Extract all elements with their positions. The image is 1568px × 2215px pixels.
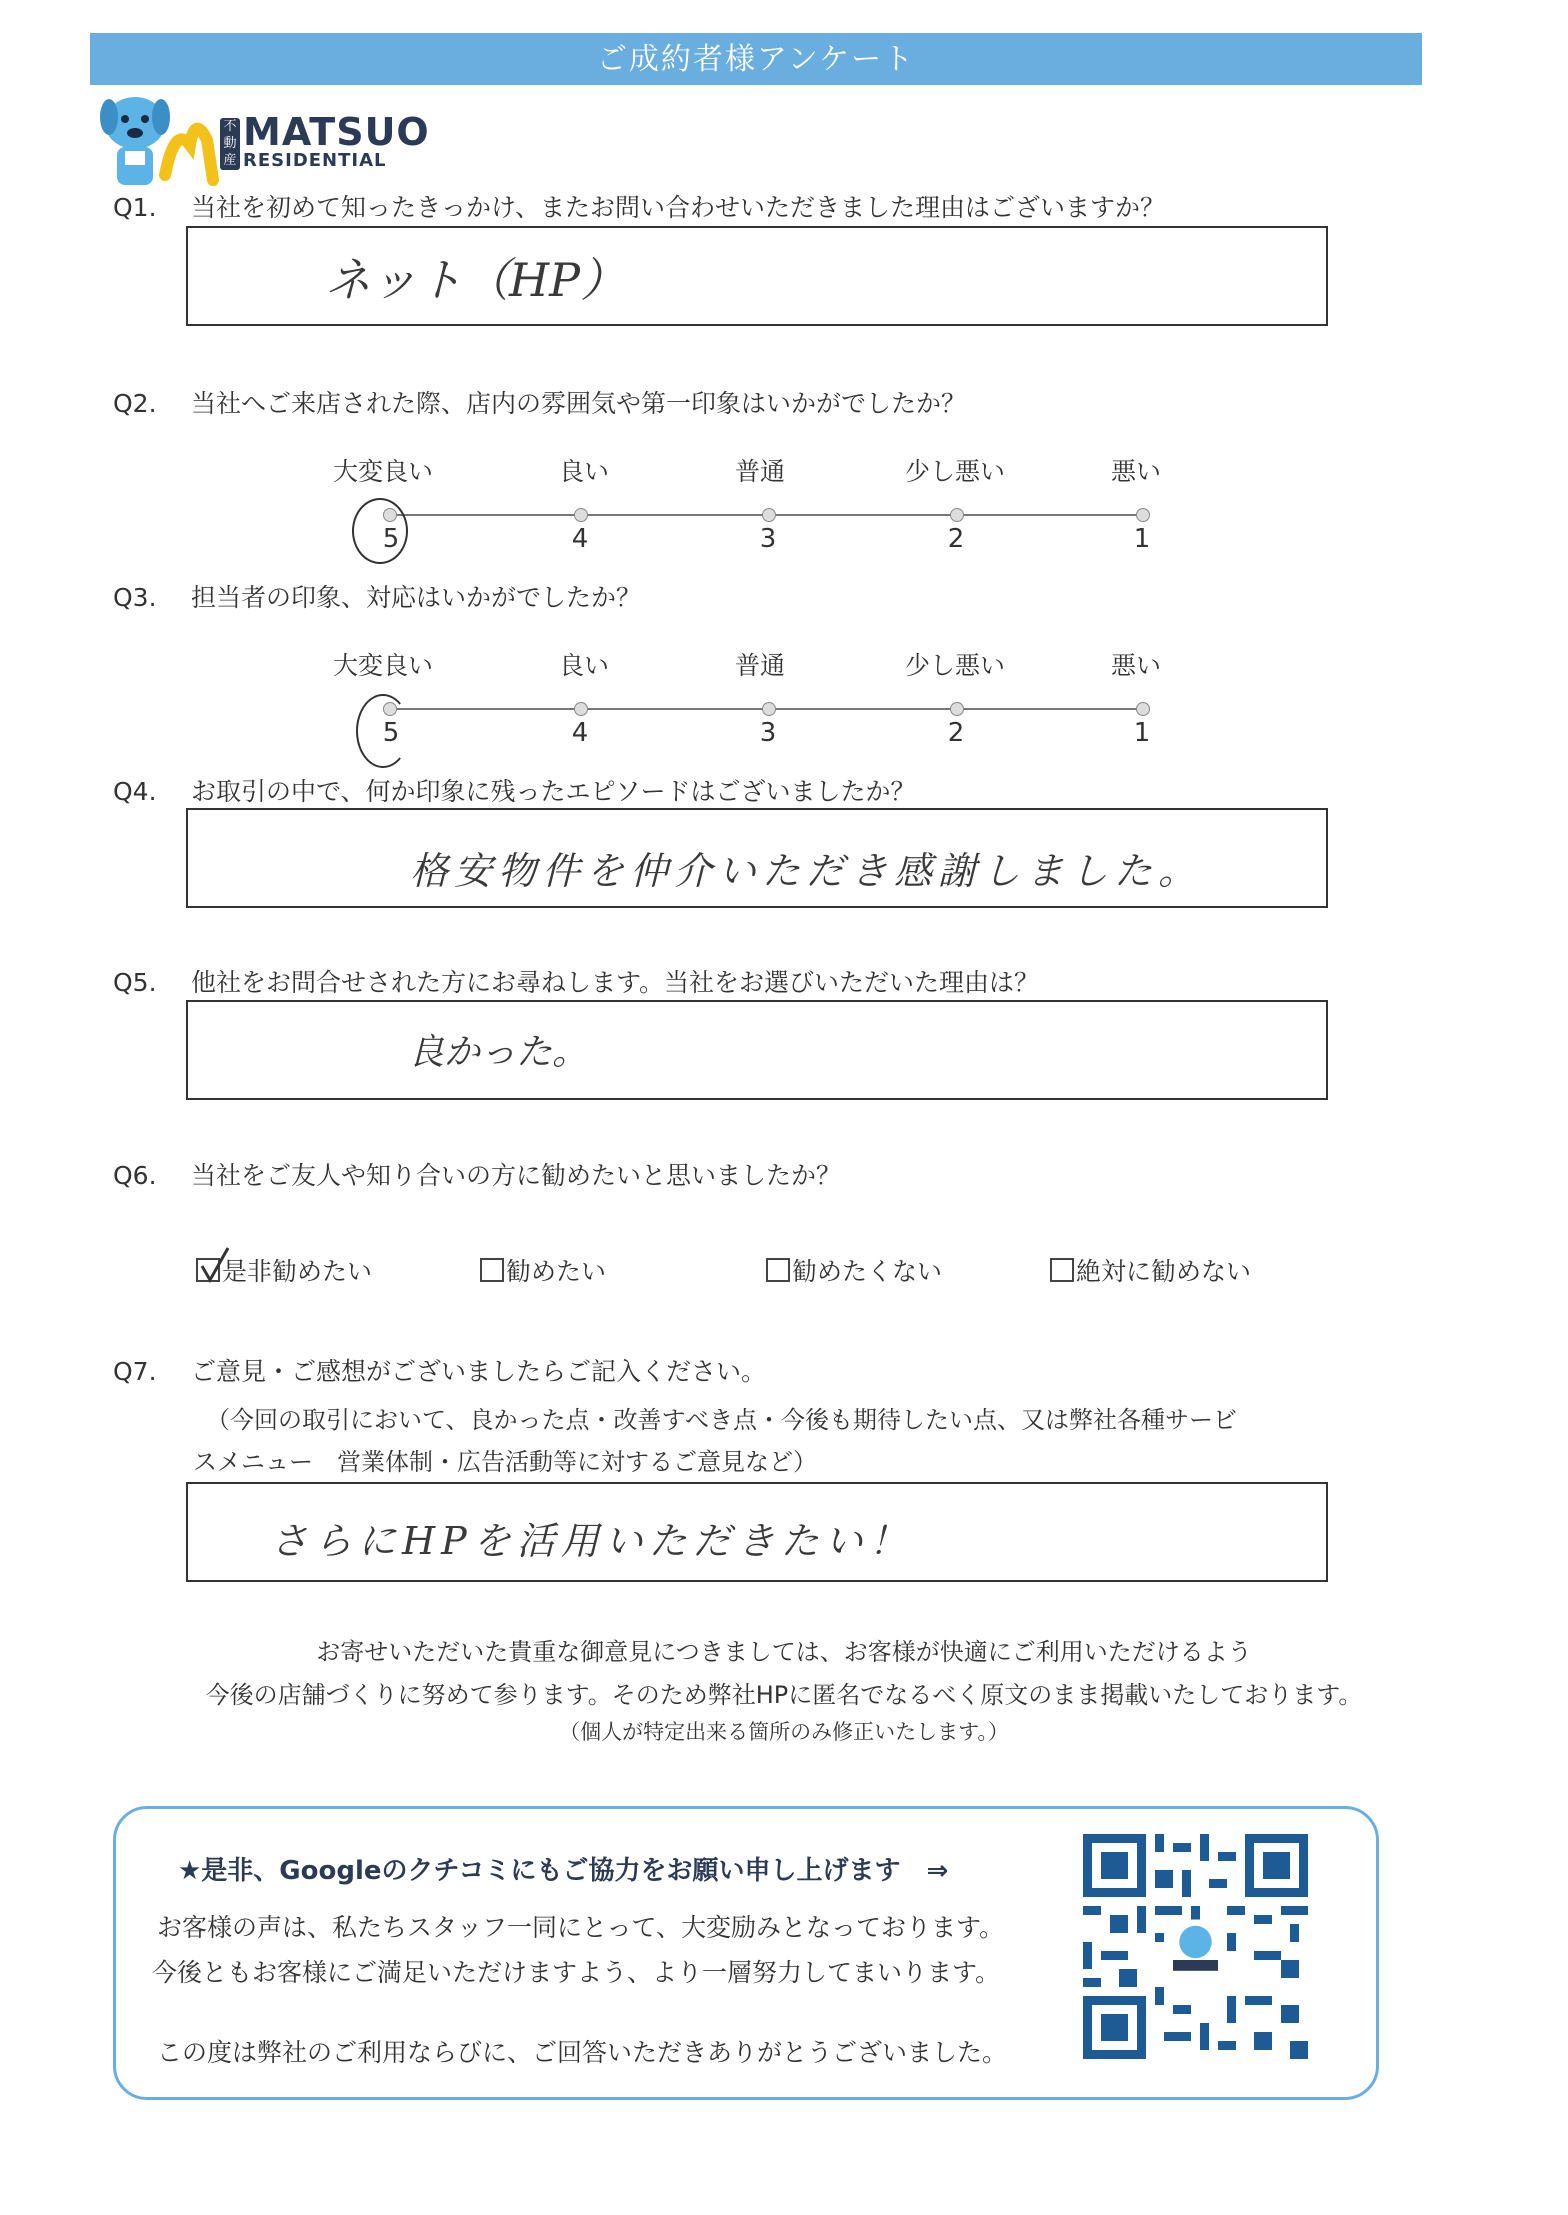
google-line-3: この度は弊社のご利用ならびに、ご回答いただきありがとうございました。 <box>157 2038 1008 2067</box>
google-review-title: ★是非、Googleのクチコミにもご協力をお願い申し上げます ⇒ <box>178 1856 949 1886</box>
checkbox-icon[interactable] <box>480 1258 504 1282</box>
answer-box-5 <box>186 1000 1328 1100</box>
answer-4: 格安物件を仲介いただき感謝しました。 <box>410 849 1203 893</box>
dog-mascot-icon <box>95 85 220 190</box>
option-recommend[interactable]: 勧めたい <box>480 1252 606 1288</box>
selected-rating-circle <box>352 498 408 564</box>
qr-code-icon[interactable] <box>1083 1834 1308 2059</box>
logo-sub: RESIDENTIAL <box>243 150 387 171</box>
survey-title: ご成約者様アンケート <box>596 42 916 77</box>
question-7-sub2: スメニュー 営業体制・広告活動等に対するご意見など） <box>193 1448 817 1476</box>
logo-tag: 不動産 <box>220 118 240 170</box>
checkbox-icon[interactable] <box>766 1258 790 1282</box>
question-2: Q2. 当社へご来店された際、店内の雰囲気や第一印象はいかがでしたか？ <box>113 389 967 418</box>
answer-1: ネット（HP） <box>325 253 627 307</box>
rating-scale-q2: 大変良い 良い 普通 少し悪い 悪い 5 4 3 2 1 <box>0 448 1568 558</box>
checkbox-icon[interactable] <box>1050 1258 1074 1282</box>
survey-title-bar <box>90 33 1422 85</box>
question-3: Q3. 担当者の印象、対応はいかがでしたか？ <box>113 583 642 612</box>
question-1: Q1. 当社を初めて知ったきっかけ、またお問い合わせいただきました理由はございますか？ <box>113 193 1166 222</box>
question-7-sub1: （今回の取引において、良かった点・改善すべき点・今後も期待したい点、又は弊社各種サービ <box>206 1406 1238 1434</box>
logo-brand: MATSUO <box>243 110 430 154</box>
option-not-recommend[interactable]: 勧めたくない <box>766 1252 942 1288</box>
rating-scale-q3: 大変良い 良い 普通 少し悪い 悪い 5 4 3 2 1 <box>0 642 1568 752</box>
option-strongly-recommend[interactable]: 是非勧めたい <box>196 1252 372 1288</box>
question-5: Q5. 他社をお問合せされた方にお尋ねします。当社をお選びいただいた理由は？ <box>113 968 1040 997</box>
answer-7: さらにHPを活用いただきたい！ <box>270 1519 913 1563</box>
question-7: Q7. ご意見・ご感想がございましたらご記入ください。 <box>113 1357 767 1386</box>
google-line-1: お客様の声は、私たちスタッフ一同にとって、大変励みとなっております。 <box>157 1913 1005 1942</box>
option-never-recommend[interactable]: 絶対に勧めない <box>1050 1252 1251 1288</box>
selected-rating-circle <box>356 694 410 768</box>
checkmark-icon <box>198 1246 232 1284</box>
google-line-2: 今後ともお客様にご満足いただけますよう、より一層努力してまいります。 <box>152 1958 1001 1987</box>
notice-line-3: （個人が特定出来る箇所のみ修正いたします。） <box>559 1720 1009 1744</box>
notice-line-1: お寄せいただいた貴重な御意見につきましては、お客様が快適にご利用いただけるよう <box>316 1638 1252 1666</box>
question-6: Q6. 当社をご友人や知り合いの方に勧めたいと思いましたか？ <box>113 1161 842 1190</box>
notice-line-2: 今後の店舗づくりに努めて参ります。そのため弊社HPに匿名でなるべく原文のまま掲載いたしております。 <box>205 1681 1363 1709</box>
answer-5: 良かった。 <box>408 1032 589 1073</box>
question-4: Q4. お取引の中で、何か印象に残ったエピソードはございましたか？ <box>113 777 916 806</box>
